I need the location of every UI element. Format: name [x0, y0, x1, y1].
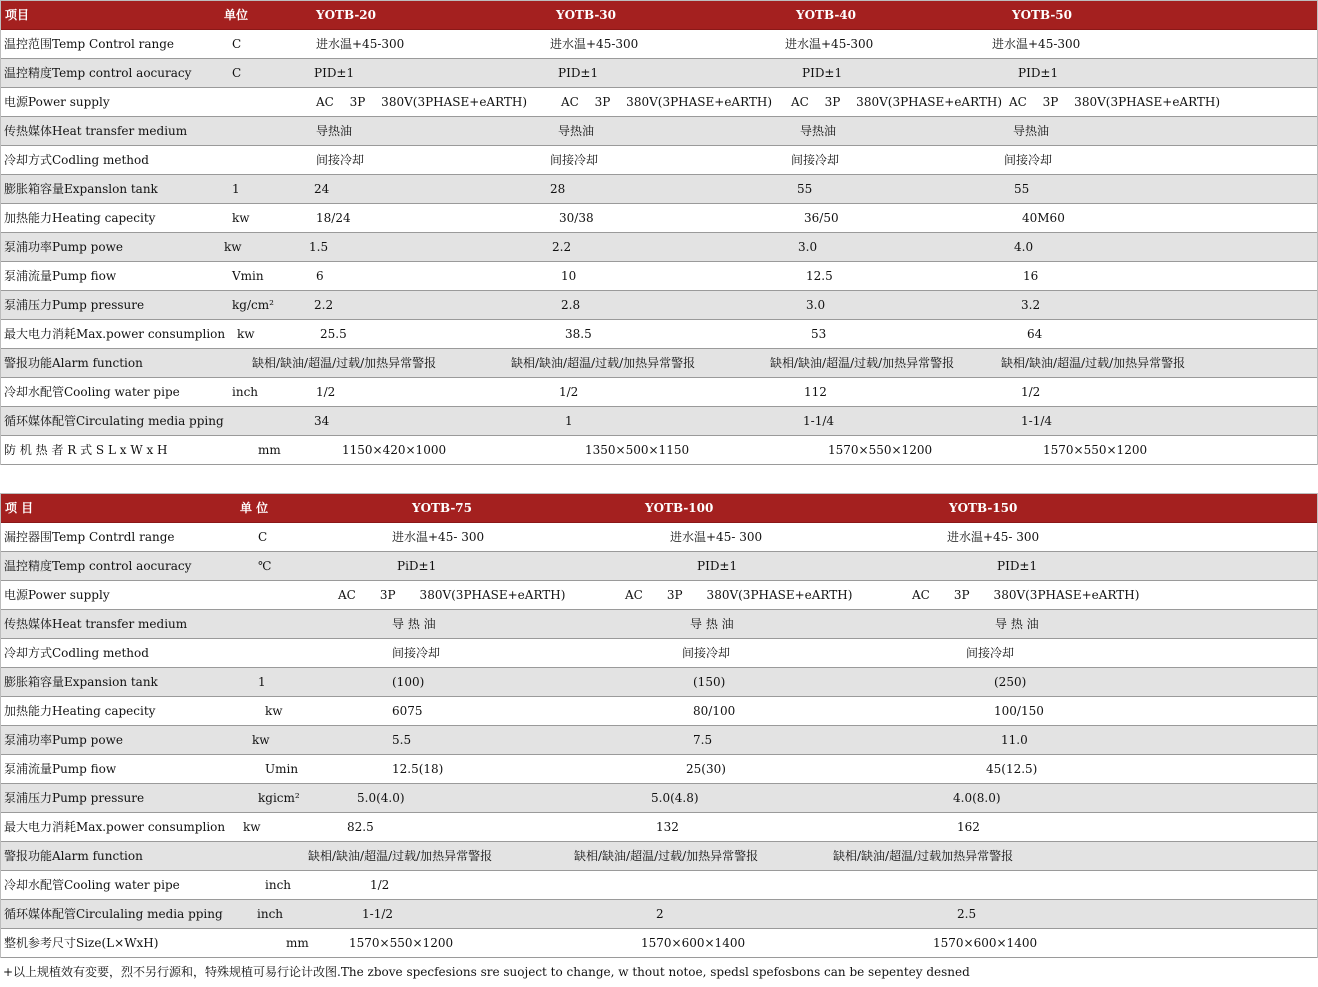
row-value: 1-1/2: [362, 907, 394, 921]
row-value: 53: [811, 327, 827, 341]
header-model: YOTB-40: [796, 8, 856, 22]
row-value: 间接冷却: [682, 646, 731, 660]
row-value: 1/2: [316, 385, 336, 399]
row-value: 进水温+45- 300: [947, 530, 1040, 544]
row-value: 导 热 油: [690, 617, 734, 631]
row-value: (150): [693, 675, 726, 689]
row-item-label: 泵浦流量Pump fiow: [4, 762, 117, 776]
table-row: [1, 349, 1317, 378]
row-unit: kg/cm²: [232, 298, 274, 312]
header-model: YOTB-100: [645, 501, 714, 515]
spec-table-1: [0, 0, 1318, 465]
row-value: 55: [797, 182, 813, 196]
row-value: 间接冷却: [791, 153, 840, 167]
row-value: 100/150: [994, 704, 1044, 718]
row-unit: kw: [265, 704, 283, 718]
row-value: 45(12.5): [986, 762, 1038, 776]
table-row: [1, 262, 1317, 291]
row-value: 进水温+45- 300: [392, 530, 485, 544]
row-value: 1570×600×1400: [933, 936, 1038, 950]
row-value: AC 3P 380V(3PHASE+eARTH): [791, 95, 1003, 109]
table-row: [1, 378, 1317, 407]
row-value: 1350×500×1150: [585, 443, 690, 457]
row-value: 导热油: [316, 124, 353, 138]
header-unit: 单 位: [240, 501, 269, 515]
row-item-label: 循环媒体配管Circulating media pping: [4, 414, 224, 428]
table-row: [1, 581, 1317, 610]
table-row: [1, 639, 1317, 668]
row-value: 24: [314, 182, 330, 196]
row-value: 112: [804, 385, 827, 399]
row-value: 12.5(18): [392, 762, 444, 776]
row-value: AC 3P 380V(3PHASE+eARTH): [1009, 95, 1221, 109]
row-value: 1: [565, 414, 573, 428]
row-value: AC 3P 380V(3PHASE+eARTH): [912, 588, 1140, 602]
row-item-label: 温控精度Temp control aocuracy: [4, 559, 192, 573]
table-row: [1, 610, 1317, 639]
row-value: 12.5: [806, 269, 833, 283]
row-value: 55: [1014, 182, 1030, 196]
row-value: 缺相/缺油/超温/过载/加热异常警报: [252, 356, 437, 370]
row-value: 162: [957, 820, 980, 834]
row-value: 导热油: [1013, 124, 1050, 138]
row-item-label: 警报功能Alarm function: [4, 849, 143, 863]
row-unit: inch: [257, 907, 284, 921]
row-unit: C: [232, 37, 242, 51]
row-value: 38.5: [565, 327, 592, 341]
row-value: AC 3P 380V(3PHASE+eARTH): [338, 588, 566, 602]
row-value: PID±1: [558, 66, 599, 80]
row-value: 进水温+45-300: [316, 37, 405, 51]
row-unit: inch: [232, 385, 259, 399]
table-row: [1, 30, 1317, 59]
row-value: 3.0: [798, 240, 818, 254]
row-value: 1/2: [1021, 385, 1041, 399]
row-value: PID±1: [314, 66, 355, 80]
row-item-label: 冷却方式Codling method: [4, 153, 149, 167]
row-unit: C: [232, 66, 242, 80]
row-value: PID±1: [997, 559, 1038, 573]
row-value: 缺相/缺油/超温/过载/加热异常警报: [511, 356, 696, 370]
row-value: PID±1: [1018, 66, 1059, 80]
row-value: 4.0: [1014, 240, 1034, 254]
row-value: 间接冷却: [316, 153, 365, 167]
row-value: 缺相/缺油/超温/过载/加热异常警报: [308, 849, 493, 863]
row-value: 1/2: [370, 878, 390, 892]
row-value: 缺相/缺油/超温/过载加热异常警报: [833, 849, 1014, 863]
header-model: YOTB-30: [556, 8, 616, 22]
row-value: 82.5: [347, 820, 374, 834]
table-row: [1, 552, 1317, 581]
row-value: PID±1: [802, 66, 843, 80]
row-value: 1.5: [309, 240, 329, 254]
table-row: [1, 407, 1317, 436]
header-unit: 单位: [224, 8, 249, 22]
row-value: 2.2: [552, 240, 572, 254]
table-row: [1, 668, 1317, 697]
row-unit: mm: [286, 936, 309, 950]
row-value: 缺相/缺油/超温/过载/加热异常警报: [574, 849, 759, 863]
row-item-label: 整机参考尺寸Size(L×WxH): [4, 936, 159, 950]
header-item: 项 目: [5, 501, 34, 515]
table-row: [1, 117, 1317, 146]
row-value: 2.8: [561, 298, 581, 312]
row-value: 7.5: [693, 733, 713, 747]
row-item-label: 冷却方式Codling method: [4, 646, 149, 660]
row-value: 2.5: [957, 907, 977, 921]
row-value: 3.0: [806, 298, 826, 312]
row-unit: ℃: [258, 559, 272, 573]
row-unit: inch: [265, 878, 292, 892]
row-item-label: 传热媒体Heat transfer medium: [4, 124, 188, 138]
row-value: 3.2: [1021, 298, 1041, 312]
row-item-label: 最大电力消耗Max.power consumplion: [4, 327, 226, 341]
row-item-label: 漏控器围Temp Contrdl range: [4, 530, 175, 544]
row-item-label: 最大电力消耗Max.power consumplion: [4, 820, 226, 834]
row-value: 10: [561, 269, 577, 283]
row-value: 1-1/4: [803, 414, 835, 428]
row-value: PiD±1: [397, 559, 437, 573]
row-item-label: 警报功能Alarm function: [4, 356, 143, 370]
row-value: 间接冷却: [1004, 153, 1053, 167]
row-item-label: 电源Power supply: [4, 95, 110, 109]
row-value: 5.5: [392, 733, 412, 747]
row-value: 导 热 油: [392, 617, 436, 631]
row-value: 1150×420×1000: [342, 443, 447, 457]
row-value: 间接冷却: [966, 646, 1015, 660]
row-unit: kgicm²: [258, 791, 300, 805]
row-value: 间接冷却: [392, 646, 441, 660]
row-value: 1570×550×1200: [1043, 443, 1148, 457]
table-header: [1, 494, 1317, 523]
row-value: (100): [392, 675, 425, 689]
row-unit: kw: [232, 211, 250, 225]
row-unit: C: [258, 530, 268, 544]
table-row: [1, 320, 1317, 349]
row-unit: kw: [252, 733, 270, 747]
table-row: [1, 726, 1317, 755]
row-value: 缺相/缺油/超温/过载/加热异常警报: [770, 356, 955, 370]
row-value: 11.0: [1001, 733, 1028, 747]
header-model: YOTB-150: [949, 501, 1018, 515]
row-value: 80/100: [693, 704, 736, 718]
row-item-label: 温控范围Temp Control range: [4, 37, 175, 51]
row-value: 6: [316, 269, 324, 283]
row-value: 进水温+45-300: [785, 37, 874, 51]
row-value: 4.0(8.0): [953, 791, 1001, 805]
table-row: [1, 291, 1317, 320]
row-item-label: 温控精度Temp control aocuracy: [4, 66, 192, 80]
row-item-label: 电源Power supply: [4, 588, 110, 602]
table-header: [1, 1, 1317, 30]
row-value: 导 热 油: [995, 617, 1039, 631]
row-item-label: 传热媒体Heat transfer medium: [4, 617, 188, 631]
table-row: [1, 233, 1317, 262]
row-item-label: 泵浦压力Pump pressure: [4, 298, 145, 312]
row-value: 1570×600×1400: [641, 936, 746, 950]
row-value: 2.2: [314, 298, 334, 312]
row-item-label: 循环媒体配管Circulaling media pping: [4, 907, 223, 921]
row-unit: mm: [258, 443, 281, 457]
table-row: [1, 523, 1317, 552]
row-item-label: 泵浦压力Pump pressure: [4, 791, 145, 805]
row-unit: kw: [243, 820, 261, 834]
table-row: [1, 871, 1317, 900]
table-gap: [0, 465, 1318, 493]
row-item-label: 膨胀箱容量Expanslon tank: [4, 182, 158, 196]
row-value: 16: [1023, 269, 1039, 283]
row-value: 1/2: [559, 385, 579, 399]
row-value: 6075: [392, 704, 423, 718]
table-row: [1, 929, 1317, 958]
row-value: (250): [994, 675, 1027, 689]
row-value: 18/24: [316, 211, 351, 225]
header-model: YOTB-20: [316, 8, 376, 22]
row-unit: Umin: [265, 762, 299, 776]
row-value: 25(30): [686, 762, 726, 776]
table-row: [1, 88, 1317, 117]
table-row: [1, 784, 1317, 813]
row-value: 1570×550×1200: [349, 936, 454, 950]
row-value: 30/38: [559, 211, 594, 225]
row-value: 2: [656, 907, 664, 921]
header-item: 项目: [5, 8, 30, 22]
row-value: 34: [314, 414, 330, 428]
row-unit: kw: [224, 240, 242, 254]
row-item-label: 膨胀箱容量Expansion tank: [4, 675, 158, 689]
row-value: 进水温+45-300: [550, 37, 639, 51]
header-model: YOTB-50: [1012, 8, 1072, 22]
row-value: 28: [550, 182, 566, 196]
row-value: 5.0(4.8): [651, 791, 699, 805]
row-value: 导热油: [558, 124, 595, 138]
table-row: [1, 204, 1317, 233]
row-value: 132: [656, 820, 679, 834]
row-value: 40M60: [1022, 211, 1065, 225]
row-unit: 1: [232, 182, 240, 196]
table-row: [1, 146, 1317, 175]
row-value: AC 3P 380V(3PHASE+eARTH): [561, 95, 773, 109]
row-value: 1-1/4: [1021, 414, 1053, 428]
row-unit: kw: [237, 327, 255, 341]
row-value: PID±1: [697, 559, 738, 573]
row-value: AC 3P 380V(3PHASE+eARTH): [316, 95, 528, 109]
spec-table-2: [0, 493, 1318, 958]
row-value: 缺相/缺油/超温/过载/加热异常警报: [1001, 356, 1186, 370]
row-unit: Vmin: [232, 269, 264, 283]
row-value: 1570×550×1200: [828, 443, 933, 457]
row-value: 进水温+45-300: [992, 37, 1081, 51]
table-row: [1, 900, 1317, 929]
header-model: YOTB-75: [412, 501, 472, 515]
row-item-label: 冷却水配管Cooling water pipe: [4, 878, 180, 892]
row-value: 导热油: [800, 124, 837, 138]
row-item-label: 加热能力Heating capecity: [4, 211, 156, 225]
footnote: +以上规植效有変要，烈不另行源和，特殊规植可易行论计改图.The zbove specfesions sre suoject to change, w thout notoe, spedsl spefosbons can be sepentey desned: [3, 965, 970, 979]
table-row: [1, 59, 1317, 88]
row-value: 间接冷却: [550, 153, 599, 167]
row-item-label: 冷却水配管Cooling water pipe: [4, 385, 180, 399]
row-item-label: 泵浦流量Pump fiow: [4, 269, 117, 283]
row-unit: 1: [258, 675, 266, 689]
table-row: [1, 755, 1317, 784]
table-row: [1, 842, 1317, 871]
table-row: [1, 175, 1317, 204]
table-row: [1, 813, 1317, 842]
row-value: 5.0(4.0): [357, 791, 405, 805]
row-item-label: 防 机 热 者 R 式 S L x W x H: [4, 443, 168, 457]
table-row: [1, 436, 1317, 465]
row-item-label: 泵浦功率Pump powe: [4, 733, 123, 747]
row-value: 进水温+45- 300: [670, 530, 763, 544]
row-value: 36/50: [804, 211, 839, 225]
row-value: 64: [1027, 327, 1043, 341]
table-row: [1, 697, 1317, 726]
row-value: AC 3P 380V(3PHASE+eARTH): [625, 588, 853, 602]
row-value: 25.5: [320, 327, 347, 341]
row-item-label: 加热能力Heating capecity: [4, 704, 156, 718]
row-item-label: 泵浦功率Pump powe: [4, 240, 123, 254]
